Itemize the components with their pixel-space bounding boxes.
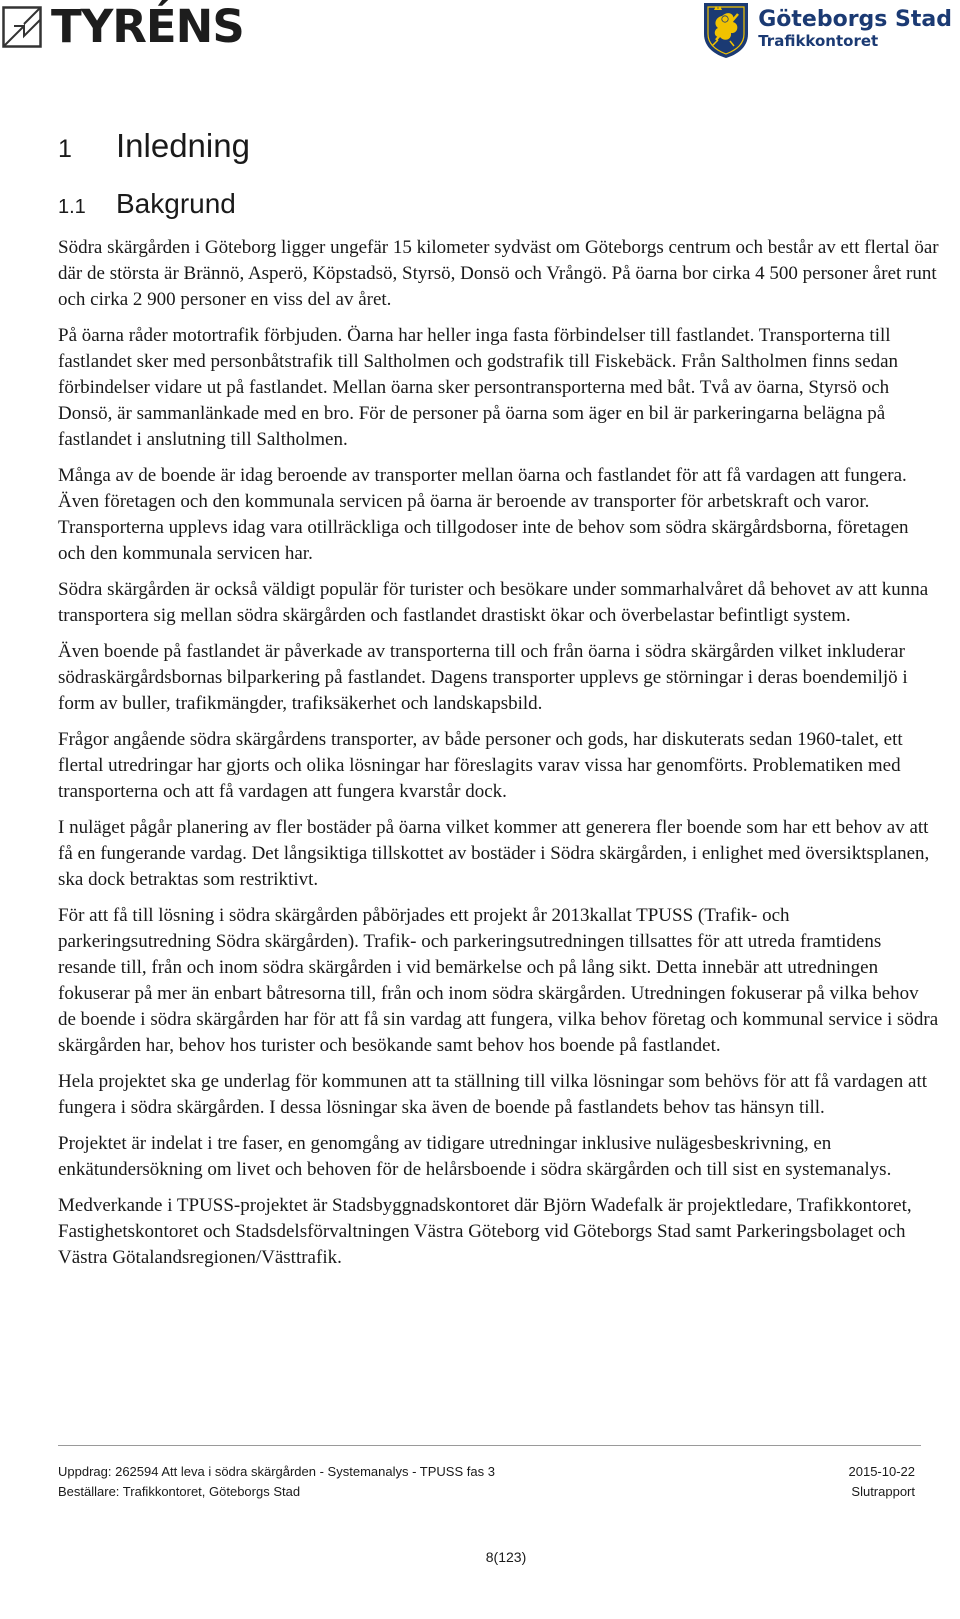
tyrens-logo-text: TYRÉNS (51, 0, 244, 53)
paragraph: Frågor angående södra skärgårdens transporter, av både personer och gods, har diskuterats sedan 1960-talet, ett flertal utredringar har gjorts och olika lösningar har föreslagits varav vissa har genomförts. Problematiken med transporterna och att få vardagen att fungera kvarstår dock. (58, 729, 903, 802)
footer-client: Beställare: Trafikkontoret, Göteborgs Stad (58, 1484, 301, 1499)
tyrens-logo-mark-icon (2, 6, 42, 48)
heading-2 (58, 187, 236, 224)
paragraph: Medverkande i TPUSS-projektet är Stadsbyggnadskontoret där Björn Wadefalk är projektledare, Trafikkontoret, Fastighetskontoret och Stadsdelsförvaltningen Västra Göteborg vid Göteborgs Stad samt Parkeringsbolaget och Västra Götalandsregionen/Västtrafik. (58, 1195, 912, 1268)
heading-1-text: Inledning (116, 127, 250, 164)
heading-1-number: 1 (58, 135, 72, 163)
heading-1 (58, 126, 250, 169)
heading-2-number: 1.1 (58, 196, 86, 218)
paragraph: Södra skärgården är också väldigt populär för turister och besökare under sommarhalvåret då behovet av att kunna transportera sig mellan södra skärgården och fastlandet drastiskt ökar och överbelastar befintligt system. (58, 579, 929, 626)
goteborgs-stad-logo (700, 0, 952, 60)
body-text (58, 235, 940, 1281)
paragraph: Projektet är indelat i tre faser, en genomgång av tidigare utredningar inklusive nulägesbeskrivning, en enkätundersökning om livet och behoven för de helårsboende i södra skärgården och till sist en systemanalys. (58, 1133, 892, 1180)
tyrens-logo (2, 0, 244, 53)
paragraph: I nuläget pågår planering av fler bostäder på öarna vilket kommer att generera fler boende som har ett behov av att få en fungerande vardag. Det långsiktiga tillskottet av bostäder i Södra skärgården, i enlighet med översiktsplanen, ska dock betraktas som restriktivt. (58, 817, 930, 890)
goteborgs-stad-title: Göteborgs Stad (758, 7, 952, 32)
paragraph: På öarna råder motortrafik förbjuden. Öarna har heller inga fasta förbindelser till fastlandet. Transporterna till fastlandet sker med personbåtstrafik till Saltholmen och godstrafik till Fiskebäck. Från Saltholmen finns sedan förbindelser vidare ut på fastlandet. Mellan öarna sker persontransporterna med båt. Två av öarna, Styrsö och Donsö, är sammanlänkade med en bro. För de personer på öarna som äger en bil är parkeringarna belägna på fastlandet i anslutning till Saltholmen. (58, 325, 899, 450)
paragraph: Södra skärgården i Göteborg ligger ungefär 15 kilometer sydväst om Göteborgs centrum och består av ett flertal öar där de största är Brännö, Asperö, Köpstadsö, Styrsö, Donsö och Vrångö. På öarna bor cirka 4 500 personer året runt och cirka 2 900 personer en viss del av året. (58, 237, 939, 310)
goteborg-lion-crest-icon (700, 0, 752, 60)
footer-row-assignment (58, 1464, 915, 1480)
footer-row-client (58, 1484, 915, 1500)
page-header (0, 0, 960, 64)
trafikkontoret-subtitle: Trafikkontoret (758, 32, 879, 50)
footer-report-type: Slutrapport (851, 1484, 915, 1499)
paragraph: Hela projektet ska ge underlag för kommunen att ta ställning till vilka lösningar som behövs för att få vardagen att fungera i södra skärgården. I dessa lösningar ska även de boende på fastlandets behov tas hänsyn till. (58, 1071, 928, 1118)
paragraph: För att få till lösning i södra skärgården påbörjades ett projekt år 2013kallat TPUSS (Trafik- och parkeringsutredning Södra skärgården). Trafik- och parkeringsutredningen tillsattes för att utreda framtidens resande till, från och inom södra skärgården i vid bemärkelse och på lång sikt. Detta innebär att utredningen fokuserar på mer än enbart båtresorna till, från och inom södra skärgården. Utredningen fokuserar på vilka behov de boende i södra skärgården har för att få sin vardag att fungera, vilka behov företag och kommunal service i södra skärgården har, behov hos turister och besökande samt behov hos boende på fastlandet. (58, 905, 939, 1056)
paragraph: Även boende på fastlandet är påverkade av transporterna till och från öarna i södra skärgården vilket inkluderar södraskärgårdsbornas bilparkering på fastlandet. Dagens transporter upplevs ge störningar i deras boendemiljö i form av buller, trafikmängder, trafiksäkerhet och landskapsbild. (58, 641, 908, 714)
heading-2-text: Bakgrund (116, 188, 236, 219)
footer-date: 2015-10-22 (848, 1464, 915, 1479)
paragraph: Många av de boende är idag beroende av transporter mellan öarna och fastlandet för att få vardagen att fungera. Även företagen och den kommunala servicen på öarna är beroende av transporter för arbetskraft och varor. Transporterna upplevs idag vara otillräckliga och tillgodoser inte de behov som södra skärgårdsborna, företagen och den kommunala servicen har. (58, 465, 909, 564)
page-number: 8(123) (485, 1549, 527, 1565)
footer-divider (58, 1445, 921, 1446)
goteborgs-stad-wordmark (758, 8, 952, 50)
footer-assignment: Uppdrag: 262594 Att leva i södra skärgården - Systemanalys - TPUSS fas 3 (58, 1464, 495, 1479)
